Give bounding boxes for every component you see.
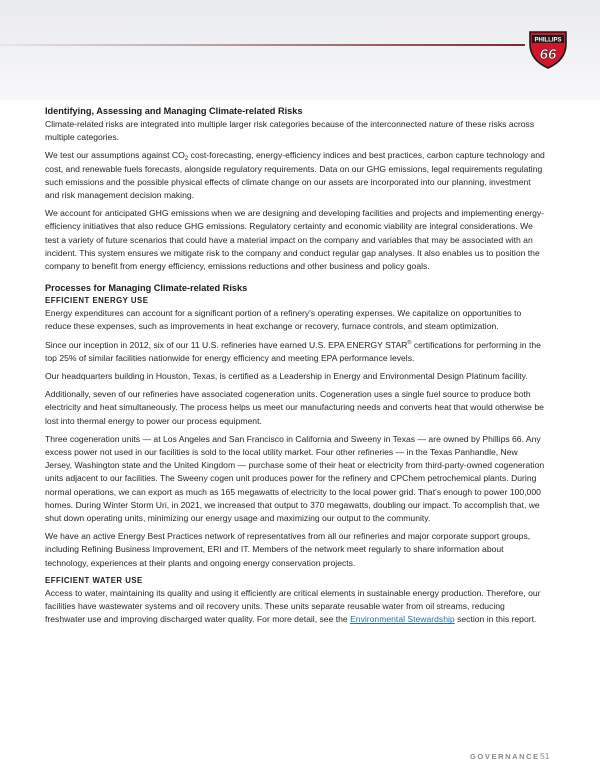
subheading-water: EFFICIENT WATER USE bbox=[45, 575, 143, 585]
logo-top-text: PHILLIPS bbox=[534, 37, 562, 44]
text-span: We test our assumptions against CO bbox=[45, 150, 185, 161]
text-span: Since our inception in 2012, six of our 11 U.S. refineries have earned U.S. EPA ENERGY STAR bbox=[45, 339, 408, 350]
paragraph: Three cogeneration units — at Los Angeles and San Francisco in California and Sweeny in Texas — are owned by Phillips 66. Any excess power not used in our facilities is sold to the local utility market. Four other refineries — in the Texas Panhandle, New Jersey, Washington state and the United Kingdom — purchase some of their heat or electricity from third-party-owned cogeneration units adjacent to our facilities. The Sweeny cogen unit produces power for the refinery and CPChem petrochemical plants. During normal operations, we can export as much as 165 megawatts of electricity to the local power grid. That's enough to power 100,000 homes. During Winter Storm Uri, in 2021, we increased that output to 370 megawatts, doubling our impact. To accomplish that, we shut down operating units, minimizing our energy usage and maximizing our output to the community. bbox=[45, 433, 545, 524]
paragraph: Energy expenditures can account for a significant portion of a refinery's operating expenses. We capitalize on opportunities to reduce these expenses, such as improvements in heat exchange or recovery, furnace controls, and steam optimization. bbox=[45, 308, 522, 332]
text-span: section in this report. bbox=[454, 614, 537, 625]
paragraph: Our headquarters building in Houston, Texas, is certified as a Leadership in Energy and Environmental Design Platinum facility. bbox=[45, 371, 528, 382]
paragraph bbox=[45, 339, 545, 365]
environmental-stewardship-link[interactable]: Environmental Stewardship bbox=[350, 614, 455, 625]
section-title-processes: Processes for Managing Climate-related Risks bbox=[45, 283, 248, 294]
logo-number: 66 bbox=[539, 46, 557, 63]
footer-section-label: GOVERNANCE bbox=[470, 752, 540, 761]
subheading-energy: EFFICIENT ENERGY USE bbox=[45, 296, 149, 306]
page-number: 51 bbox=[540, 751, 550, 761]
main-content bbox=[45, 104, 545, 632]
text-span: certifications for performing in the top 25% of similar facilities nationwide for energy efficiency and meeting EPA performance levels. bbox=[45, 339, 541, 363]
superscript: ® bbox=[407, 339, 412, 346]
text-span: Access to water, maintaining its quality and using it efficiently are critical elements in sustainable energy production. Therefore, our facilities have wastewater systems and oil recovery units. These units separate reusable water from oil streams, reducing freshwater use and improving discharged water quality. For more detail, see the bbox=[45, 587, 541, 625]
section-title-risks: Identifying, Assessing and Managing Climate-related Risks bbox=[45, 106, 303, 116]
header-band bbox=[0, 0, 600, 100]
paragraph: We account for anticipated GHG emissions when we are designing and developing facilities and projects and implementing energy-efficiency initiatives that also reduce GHG emissions. Regulatory certainty and economic viability are integral considerations. We test a variety of future scenarios that could have a material impact on the company and variables that may be associated with an incident. This system ensures we mitigate risk to the company and conduct regular gap analyses. It also enables us to position the company to benefit from energy efficiency, emissions reductions and other business and policy goals. bbox=[45, 208, 545, 272]
paragraph: Climate-related risks are integrated into multiple larger risk categories because of the interconnected nature of these risks across multiple categories. bbox=[45, 119, 535, 143]
paragraph bbox=[45, 587, 545, 627]
subscript: 2 bbox=[184, 156, 189, 163]
text-span: cost-forecasting, energy-efficiency indices and best practices, carbon capture technology and cost, and renewable fuels forecasts, alongside regulatory requirements. Data on our GHG emissions, legal requirements regulating such emissions and the possible physical effects of climate change on our assets are incorporated into our planning, investment and risk management decision making. bbox=[45, 150, 545, 201]
header-rule bbox=[0, 44, 525, 46]
phillips-66-logo bbox=[526, 30, 570, 70]
paragraph: Additionally, seven of our refineries have associated cogeneration units. Cogeneration uses a single fuel source to produce both electricity and heat simultaneously. The process helps us meet our manufacturing needs and converts heat that would otherwise be lost into thermal energy to power our process equipment. bbox=[45, 389, 544, 426]
paragraph: We have an active Energy Best Practices network of representatives from all our refineries and major corporate support groups, including Refining Business Improvement, ERI and IT. Members of the network meet regularly to share information about technology, experiences at their plants and ongoing energy conservation projects. bbox=[45, 531, 531, 568]
paragraph bbox=[45, 149, 545, 202]
